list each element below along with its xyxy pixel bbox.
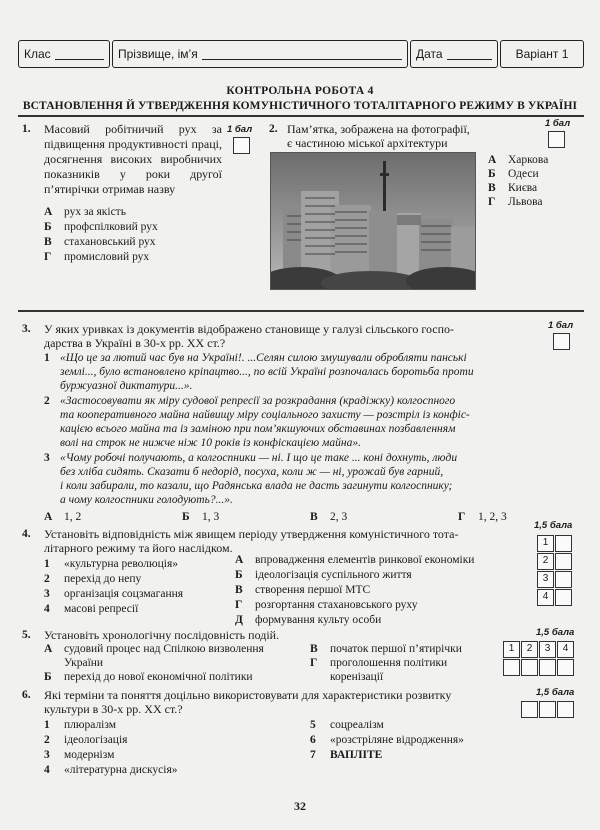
building-photo-illustration bbox=[271, 153, 476, 290]
q5-option-d: Г проголошення політики bbox=[310, 657, 448, 669]
q4-grid-cell[interactable] bbox=[555, 535, 572, 552]
name-field[interactable] bbox=[112, 40, 408, 68]
q1-option-a[interactable]: А рух за якість bbox=[44, 206, 126, 218]
q1-option-b[interactable]: Б профспілковий рух bbox=[44, 221, 158, 233]
q4-grid-cell[interactable] bbox=[555, 571, 572, 588]
q3-quote-2-line: та кооперативного майна найвищу міру соціального захисту — розстріл із конфіс- bbox=[60, 409, 470, 421]
q1-answer-box[interactable] bbox=[233, 137, 250, 154]
q6-answer-cell[interactable] bbox=[557, 701, 574, 718]
q6-term-2: 2 ідеологізація bbox=[44, 734, 128, 746]
q3-quote-2-number: 2 bbox=[44, 395, 50, 407]
q3-quote-2-line: волі на строк не нижче ніж 10 років із конфіскацією майна». bbox=[60, 437, 361, 449]
q3-quote-3-number: 3 bbox=[44, 452, 50, 464]
q4-grid-cell[interactable] bbox=[555, 589, 572, 606]
q1-score: 1 бал bbox=[227, 124, 253, 135]
q3-answer-a[interactable]: А 1, 2 bbox=[44, 511, 82, 523]
q2-option-d[interactable]: Г Львова bbox=[488, 196, 543, 208]
q2-option-a[interactable]: А Харкова bbox=[488, 154, 549, 166]
q4-grid-cell[interactable] bbox=[555, 553, 572, 570]
name-blank[interactable] bbox=[202, 49, 402, 60]
q2-text-line1: Пам’ятка, зображена на фотографії, bbox=[287, 122, 470, 136]
q5-grid-cell[interactable] bbox=[503, 659, 520, 676]
q4-left-4: 4 масові репресії bbox=[44, 603, 139, 615]
q6-term-7: 7 ВАПЛІТЕ bbox=[310, 749, 383, 761]
divider bbox=[18, 310, 584, 312]
q1-option-d[interactable]: Г промисловий рух bbox=[44, 251, 150, 263]
q4-right-e: Д формування культу особи bbox=[235, 614, 382, 626]
variant-label: Варіант 1 bbox=[515, 46, 569, 61]
q2-option-c[interactable]: В Києва bbox=[488, 182, 538, 194]
test-topic: ВСТАНОВЛЕННЯ Й УТВЕРДЖЕННЯ КОМУНІСТИЧНОГО ТОТАЛІТАРНОГО РЕЖИМУ В УКРАЇНІ bbox=[22, 100, 578, 112]
q5-grid-cell[interactable] bbox=[539, 659, 556, 676]
q4-left-2: 2 перехід до непу bbox=[44, 573, 142, 585]
q1-option-c[interactable]: В стахановський рух bbox=[44, 236, 156, 248]
q6-answer-cell[interactable] bbox=[539, 701, 556, 718]
q5-option-b: Б перехід до нової економічної політики bbox=[44, 671, 253, 683]
q4-grid-label: 2 bbox=[537, 553, 554, 570]
name-label: Прізвище, ім’я bbox=[118, 46, 198, 61]
q5-grid-label: 1 bbox=[503, 641, 520, 658]
q3-answer-box[interactable] bbox=[553, 333, 570, 350]
q5-grid-label: 4 bbox=[557, 641, 574, 658]
q6-term-1: 1 плюралізм bbox=[44, 719, 117, 731]
q3-quote-1-line: «Що це за лютий час був на Україні!. ...Селян силою змушували обробляти панські bbox=[60, 352, 467, 364]
page-number: 32 bbox=[294, 799, 306, 813]
q3-quote-2-line: кацією всього майна та із заміною при пом’якшуючих обставинах позбавленням bbox=[60, 423, 456, 435]
q5-option-a-cont: України bbox=[64, 657, 104, 669]
q3-quote-3-line: «Чому робочі получають, а колгоспники — ні. І що це таке ... коні дохнуть, люди bbox=[60, 452, 458, 464]
q6-term-4: 4 «літературна дискусія» bbox=[44, 764, 178, 776]
q1-number: 1. bbox=[22, 123, 31, 135]
q3-score: 1 бал bbox=[548, 320, 574, 331]
q5-grid-label: 2 bbox=[521, 641, 538, 658]
q3-answer-d[interactable]: Г 1, 2, 3 bbox=[458, 511, 507, 523]
q5-number: 5. bbox=[22, 629, 31, 641]
q2-score: 1 бал bbox=[545, 118, 571, 129]
date-blank[interactable] bbox=[447, 49, 492, 60]
q3-quote-1-line: буржуазної диктатури...». bbox=[60, 380, 193, 392]
q4-text-line2: літарного режиму та його наслідком. bbox=[44, 541, 233, 555]
q6-term-6: 6 «розстріляне відродження» bbox=[310, 734, 464, 746]
q3-quote-3-line: а чому колгоспники голодують?...». bbox=[60, 494, 233, 506]
q3-number: 3. bbox=[22, 323, 31, 335]
q4-grid-label: 4 bbox=[537, 589, 554, 606]
q3-quote-1-line: землі..., було встановлено кріпацтво..., по всій Україні розпочалась боротьба проти bbox=[60, 366, 474, 378]
q2-text-line2: є частиною міської архітектури bbox=[287, 136, 448, 150]
variant-box bbox=[500, 40, 584, 68]
class-blank[interactable] bbox=[55, 49, 104, 60]
q3-answer-b[interactable]: Б 1, 3 bbox=[182, 511, 220, 523]
q4-grid-label: 1 bbox=[537, 535, 554, 552]
q6-text-line2: культури в 30-х рр. XX ст.? bbox=[44, 702, 183, 716]
q4-grid-label: 3 bbox=[537, 571, 554, 588]
q3-quote-3-line: і коли забирали, то казали, що Радянська влада не дасть загинути колгоспнику; bbox=[60, 480, 453, 492]
q5-option-d-cont: коренізації bbox=[330, 671, 384, 683]
q6-answer-cell[interactable] bbox=[521, 701, 538, 718]
date-label: Дата bbox=[416, 46, 443, 61]
q3-quote-2-line: «Застосовувати як міру судової репресії за розкрадання (крадіжку) колгоспного bbox=[60, 395, 456, 407]
q6-text-line1: Які терміни та поняття доцільно використовувати для характеристики розвитку bbox=[44, 688, 452, 702]
q3-text-line1: У яких уривках із документів відображено становище у галузі сільського госпо- bbox=[44, 322, 454, 336]
q4-right-c: В створення першої МТС bbox=[235, 584, 371, 596]
q4-left-1: 1 «культурна революція» bbox=[44, 558, 178, 570]
q5-score: 1,5 бала bbox=[536, 627, 575, 638]
q5-grid-cell[interactable] bbox=[557, 659, 574, 676]
q4-right-a: А впровадження елементів ринкової економіки bbox=[235, 554, 475, 566]
q5-grid-label: 3 bbox=[539, 641, 556, 658]
q2-number: 2. bbox=[269, 123, 278, 135]
q5-option-c: В початок першої п’ятирічки bbox=[310, 643, 462, 655]
q4-score: 1,5 бала bbox=[534, 520, 573, 531]
q6-score: 1,5 бала bbox=[536, 687, 575, 698]
q3-answer-c[interactable]: В 2, 3 bbox=[310, 511, 348, 523]
q1-text: Масовий робітничий рух за підвищення продуктивності праці, досягнення високих виробничих показників у роки другої п’ятирічки отримав назву bbox=[44, 122, 222, 196]
class-field[interactable] bbox=[18, 40, 110, 68]
date-field[interactable] bbox=[410, 40, 498, 68]
q6-number: 6. bbox=[22, 689, 31, 701]
q2-answer-box[interactable] bbox=[548, 131, 565, 148]
q2-option-b[interactable]: Б Одеси bbox=[488, 168, 539, 180]
q4-number: 4. bbox=[22, 528, 31, 540]
q3-quote-3-line: без хліба сидять. Сказати б недорід, посуха, коли ж — ні, урожай був гарний, bbox=[60, 466, 444, 478]
q5-grid-cell[interactable] bbox=[521, 659, 538, 676]
class-label: Клас bbox=[24, 46, 51, 61]
derzhprom-photo bbox=[270, 152, 476, 290]
test-title: КОНТРОЛЬНА РОБОТА 4 bbox=[226, 85, 374, 97]
q6-term-3: 3 модернізм bbox=[44, 749, 115, 761]
q3-text-line2: дарства в Україні в 30-х рр. XX ст.? bbox=[44, 336, 226, 350]
q5-text: Установіть хронологічну послідовність подій. bbox=[44, 628, 280, 642]
q6-term-5: 5 соцреалізм bbox=[310, 719, 384, 731]
divider bbox=[18, 115, 584, 117]
q4-right-d: Г розгортання стахановського руху bbox=[235, 599, 418, 611]
q3-quote-1-number: 1 bbox=[44, 352, 50, 364]
q5-option-a: А судовий процес над Спілкою визволення bbox=[44, 643, 264, 655]
q4-left-3: 3 організація соцзмагання bbox=[44, 588, 184, 600]
q4-right-b: Б ідеологізація суспільного життя bbox=[235, 569, 412, 581]
q4-text-line1: Установіть відповідність між явищем періоду утвердження комуністичного тота- bbox=[44, 527, 459, 541]
